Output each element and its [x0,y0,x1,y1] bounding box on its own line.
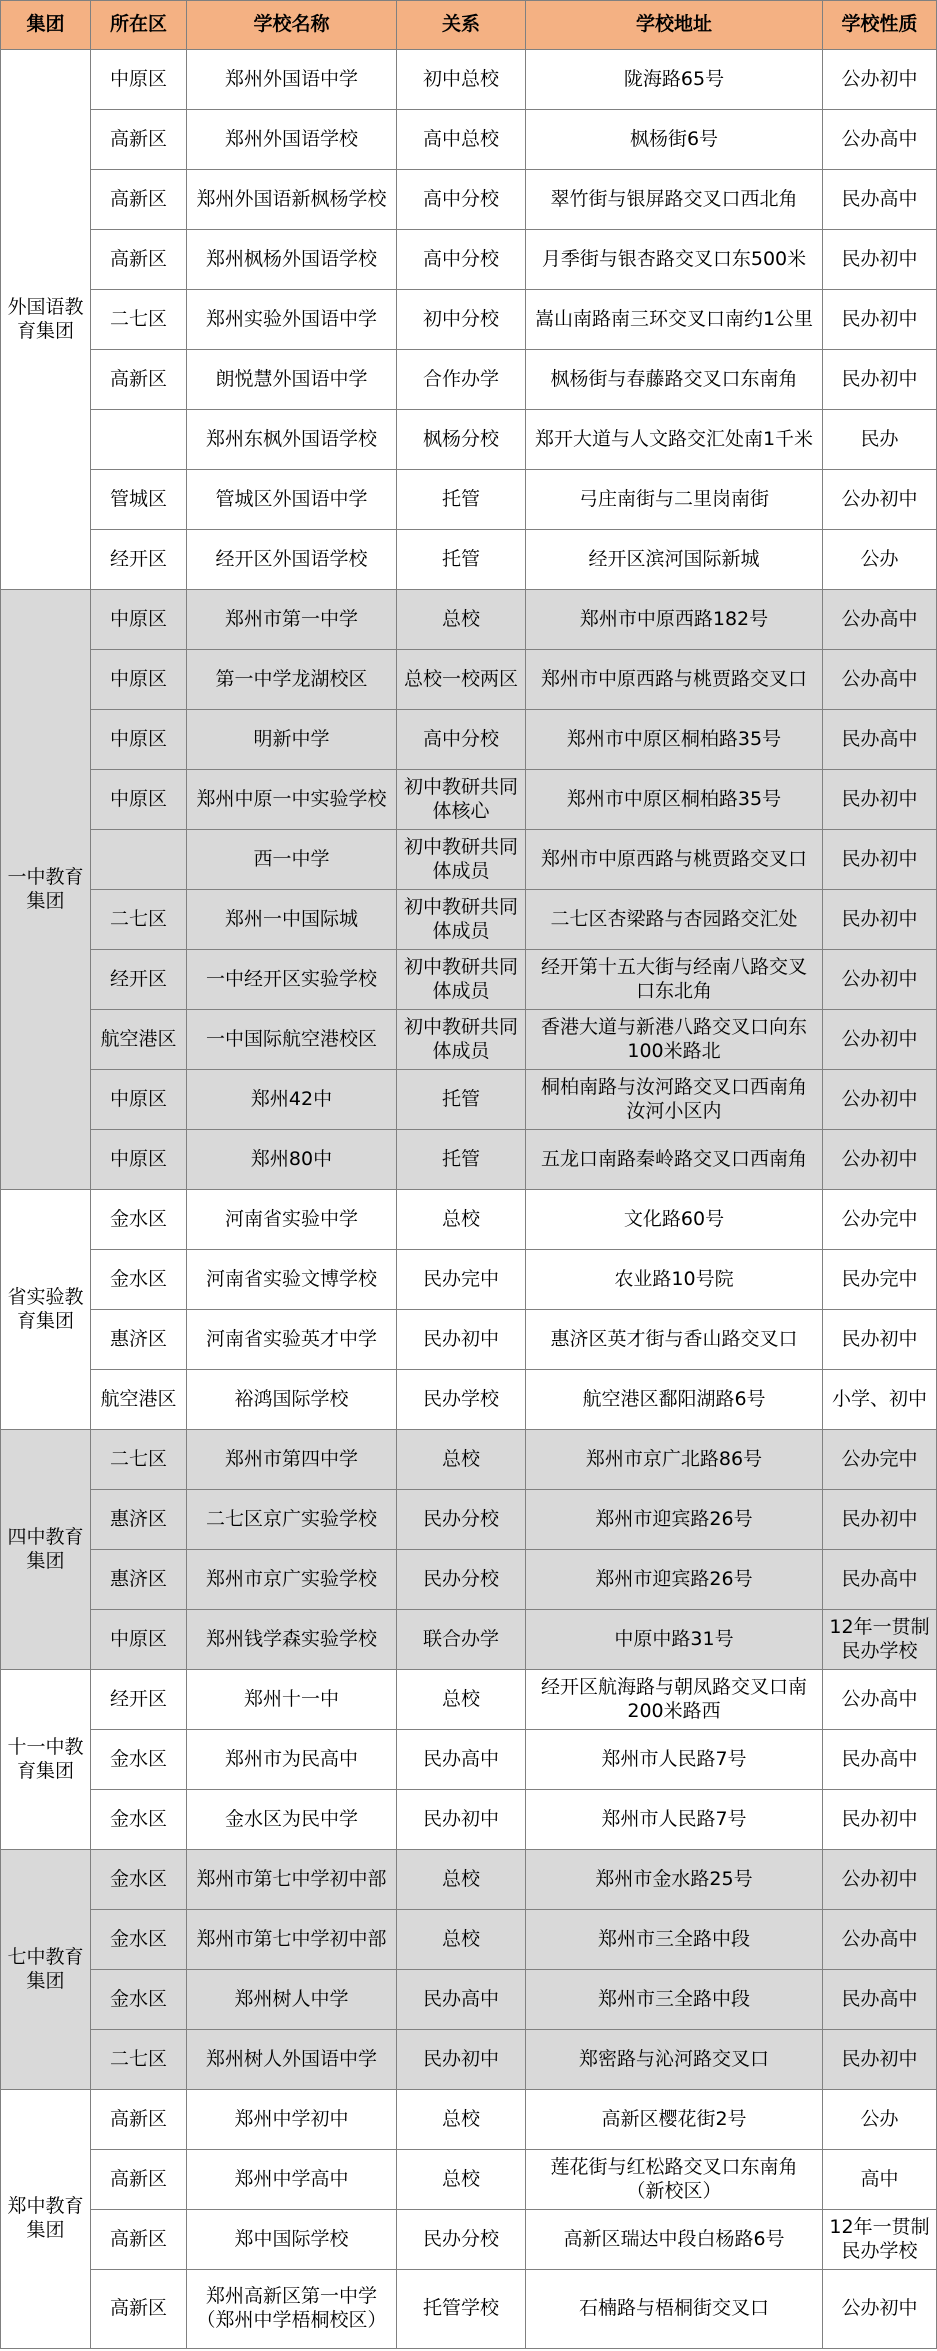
relation-cell: 初中教研共同体核心 [397,770,526,830]
district-cell: 二七区 [91,290,187,350]
address-cell: 高新区樱花街2号 [526,2090,823,2150]
relation-cell: 初中教研共同体成员 [397,890,526,950]
district-cell: 金水区 [91,1850,187,1910]
relation-cell: 总校 [397,2150,526,2210]
district-cell: 中原区 [91,50,187,110]
school-name-cell: 郑州市第七中学初中部 [187,1910,397,1970]
school-type-cell: 民办高中 [823,1970,937,2030]
group-name-cell: 省实验教育集团 [1,1190,91,1430]
relation-cell: 总校 [397,590,526,650]
school-name-cell: 郑州外国语学校 [187,110,397,170]
relation-cell: 总校 [397,1430,526,1490]
school-name-cell: 郑州高新区第一中学（郑州中学梧桐校区） [187,2270,397,2349]
relation-cell: 初中总校 [397,50,526,110]
address-cell: 郑州市中原西路与桃贾路交叉口 [526,650,823,710]
relation-cell: 民办学校 [397,1370,526,1430]
address-cell: 石楠路与梧桐街交叉口 [526,2270,823,2349]
school-type-cell: 高中 [823,2150,937,2210]
address-cell: 弓庄南街与二里岗南街 [526,470,823,530]
table-row [1,1490,937,1550]
group-name-cell: 十一中教育集团 [1,1670,91,1850]
district-cell: 高新区 [91,230,187,290]
table-row [1,2150,937,2210]
school-name-cell: 郑州中学初中 [187,2090,397,2150]
relation-cell: 总校 [397,1190,526,1250]
address-cell: 郑密路与沁河路交叉口 [526,2030,823,2090]
relation-cell: 联合办学 [397,1610,526,1670]
school-type-cell: 公办初中 [823,2270,937,2349]
relation-cell: 合作办学 [397,350,526,410]
column-header-school-name: 学校名称 [187,1,397,50]
school-type-cell: 公办高中 [823,1910,937,1970]
address-cell: 郑州市人民路7号 [526,1790,823,1850]
district-cell: 惠济区 [91,1550,187,1610]
district-cell: 金水区 [91,1250,187,1310]
district-cell: 中原区 [91,1610,187,1670]
table-row [1,230,937,290]
relation-cell: 初中分校 [397,290,526,350]
address-cell: 郑开大道与人文路交汇处南1千米 [526,410,823,470]
table-row [1,1310,937,1370]
table-row [1,1970,937,2030]
address-cell: 高新区瑞达中段白杨路6号 [526,2210,823,2270]
school-type-cell: 民办初中 [823,1310,937,1370]
school-name-cell: 郑州市第一中学 [187,590,397,650]
school-type-cell: 民办初中 [823,350,937,410]
relation-cell: 总校 [397,1910,526,1970]
district-cell [91,830,187,890]
school-type-cell: 12年一贯制民办学校 [823,1610,937,1670]
table-body [1,50,937,2349]
school-name-cell: 管城区外国语中学 [187,470,397,530]
district-cell: 高新区 [91,2150,187,2210]
school-name-cell: 河南省实验文博学校 [187,1250,397,1310]
address-cell: 郑州市三全路中段 [526,1970,823,2030]
table-row [1,1910,937,1970]
table-row [1,890,937,950]
column-header-relation: 关系 [397,1,526,50]
address-cell: 枫杨街6号 [526,110,823,170]
school-type-cell: 公办完中 [823,1190,937,1250]
address-cell: 郑州市金水路25号 [526,1850,823,1910]
address-cell: 陇海路65号 [526,50,823,110]
district-cell: 经开区 [91,530,187,590]
address-cell: 郑州市三全路中段 [526,1910,823,1970]
school-name-cell: 郑州实验外国语中学 [187,290,397,350]
school-type-cell: 公办高中 [823,650,937,710]
address-cell: 文化路60号 [526,1190,823,1250]
table-row [1,650,937,710]
district-cell: 航空港区 [91,1010,187,1070]
school-type-cell: 公办初中 [823,1130,937,1190]
school-type-cell: 公办初中 [823,470,937,530]
table-row [1,1610,937,1670]
relation-cell: 总校 [397,1670,526,1730]
school-type-cell: 公办初中 [823,1850,937,1910]
school-name-cell: 郑州一中国际城 [187,890,397,950]
district-cell: 中原区 [91,1070,187,1130]
school-name-cell: 郑州十一中 [187,1670,397,1730]
school-name-cell: 郑州中学高中 [187,2150,397,2210]
table-row [1,1130,937,1190]
relation-cell: 民办分校 [397,1490,526,1550]
school-name-cell: 郑州中原一中实验学校 [187,770,397,830]
address-cell: 郑州市中原区桐柏路35号 [526,710,823,770]
school-name-cell: 河南省实验英才中学 [187,1310,397,1370]
address-cell: 郑州市京广北路86号 [526,1430,823,1490]
school-name-cell: 郑州市为民高中 [187,1730,397,1790]
table-row [1,1730,937,1790]
relation-cell: 托管 [397,1130,526,1190]
school-type-cell: 民办初中 [823,770,937,830]
table-row [1,530,937,590]
table-row [1,1670,937,1730]
table-row [1,770,937,830]
relation-cell: 总校 [397,2090,526,2150]
table-row [1,710,937,770]
school-name-cell: 郑州钱学森实验学校 [187,1610,397,1670]
school-name-cell: 郑州80中 [187,1130,397,1190]
school-type-cell: 12年一贯制民办学校 [823,2210,937,2270]
address-cell: 经开第十五大街与经南八路交叉口东北角 [526,950,823,1010]
district-cell: 航空港区 [91,1370,187,1430]
table-row [1,830,937,890]
school-type-cell: 民办初中 [823,290,937,350]
school-type-cell: 公办完中 [823,1430,937,1490]
district-cell: 高新区 [91,110,187,170]
district-cell: 惠济区 [91,1310,187,1370]
relation-cell: 枫杨分校 [397,410,526,470]
relation-cell: 民办分校 [397,1550,526,1610]
table-row [1,1850,937,1910]
relation-cell: 民办高中 [397,1730,526,1790]
district-cell: 二七区 [91,2030,187,2090]
district-cell: 金水区 [91,1910,187,1970]
school-name-cell: 经开区外国语学校 [187,530,397,590]
district-cell: 中原区 [91,650,187,710]
relation-cell: 民办初中 [397,1790,526,1850]
relation-cell: 高中分校 [397,230,526,290]
school-type-cell: 民办高中 [823,1550,937,1610]
school-name-cell: 一中国际航空港校区 [187,1010,397,1070]
column-header-school-type: 学校性质 [823,1,937,50]
address-cell: 农业路10号院 [526,1250,823,1310]
address-cell: 翠竹街与银屏路交叉口西北角 [526,170,823,230]
school-type-cell: 小学、初中 [823,1370,937,1430]
relation-cell: 民办初中 [397,2030,526,2090]
group-name-cell: 七中教育集团 [1,1850,91,2090]
group-name-cell: 外国语教育集团 [1,50,91,590]
table-row [1,2210,937,2270]
school-type-cell: 民办 [823,410,937,470]
school-name-cell: 郑州市第七中学初中部 [187,1850,397,1910]
school-type-cell: 民办初中 [823,2030,937,2090]
school-name-cell: 西一中学 [187,830,397,890]
address-cell: 桐柏南路与汝河路交叉口西南角汝河小区内 [526,1070,823,1130]
table-row [1,2270,937,2349]
relation-cell: 民办初中 [397,1310,526,1370]
address-cell: 郑州市迎宾路26号 [526,1550,823,1610]
table-row [1,350,937,410]
relation-cell: 总校 [397,1850,526,1910]
group-name-cell: 郑中教育集团 [1,2090,91,2349]
district-cell: 二七区 [91,1430,187,1490]
table-row [1,1010,937,1070]
table-row [1,590,937,650]
school-name-cell: 河南省实验中学 [187,1190,397,1250]
relation-cell: 民办分校 [397,2210,526,2270]
school-type-cell: 公办初中 [823,1070,937,1130]
address-cell: 二七区杏梁路与杏园路交汇处 [526,890,823,950]
school-type-cell: 公办 [823,2090,937,2150]
address-cell: 郑州市中原西路182号 [526,590,823,650]
school-name-cell: 一中经开区实验学校 [187,950,397,1010]
school-name-cell: 第一中学龙湖校区 [187,650,397,710]
address-cell: 枫杨街与春藤路交叉口东南角 [526,350,823,410]
school-name-cell: 郑州树人外国语中学 [187,2030,397,2090]
school-type-cell: 民办初中 [823,830,937,890]
district-cell: 金水区 [91,1190,187,1250]
district-cell: 高新区 [91,2090,187,2150]
school-type-cell: 公办初中 [823,950,937,1010]
relation-cell: 高中分校 [397,710,526,770]
table-row [1,950,937,1010]
address-cell: 香港大道与新港八路交叉口向东100米路北 [526,1010,823,1070]
district-cell: 高新区 [91,2210,187,2270]
relation-cell: 民办完中 [397,1250,526,1310]
district-cell: 惠济区 [91,1490,187,1550]
relation-cell: 民办高中 [397,1970,526,2030]
relation-cell: 托管 [397,1070,526,1130]
address-cell: 航空港区鄱阳湖路6号 [526,1370,823,1430]
school-name-cell: 二七区京广实验学校 [187,1490,397,1550]
school-type-cell: 公办初中 [823,50,937,110]
district-cell: 金水区 [91,1970,187,2030]
relation-cell: 初中教研共同体成员 [397,830,526,890]
school-name-cell: 郑州外国语新枫杨学校 [187,170,397,230]
district-cell: 中原区 [91,590,187,650]
district-cell: 中原区 [91,710,187,770]
school-name-cell: 朗悦慧外国语中学 [187,350,397,410]
school-name-cell: 郑州市京广实验学校 [187,1550,397,1610]
address-cell: 莲花街与红松路交叉口东南角（新校区） [526,2150,823,2210]
relation-cell: 初中教研共同体成员 [397,1010,526,1070]
school-name-cell: 金水区为民中学 [187,1790,397,1850]
school-name-cell: 郑州东枫外国语学校 [187,410,397,470]
header-row [1,1,937,50]
school-name-cell: 郑州外国语中学 [187,50,397,110]
address-cell: 中原中路31号 [526,1610,823,1670]
relation-cell: 高中分校 [397,170,526,230]
group-name-cell: 四中教育集团 [1,1430,91,1670]
district-cell: 金水区 [91,1730,187,1790]
district-cell: 高新区 [91,350,187,410]
school-name-cell: 明新中学 [187,710,397,770]
table-row [1,170,937,230]
address-cell: 月季街与银杏路交叉口东500米 [526,230,823,290]
address-cell: 郑州市迎宾路26号 [526,1490,823,1550]
table-row [1,110,937,170]
school-type-cell: 民办高中 [823,710,937,770]
school-name-cell: 郑州树人中学 [187,1970,397,2030]
table-row [1,2030,937,2090]
relation-cell: 托管 [397,530,526,590]
table-row [1,290,937,350]
school-type-cell: 民办初中 [823,890,937,950]
column-header-group: 集团 [1,1,91,50]
relation-cell: 总校一校两区 [397,650,526,710]
school-type-cell: 民办高中 [823,170,937,230]
school-name-cell: 裕鸿国际学校 [187,1370,397,1430]
address-cell: 五龙口南路秦岭路交叉口西南角 [526,1130,823,1190]
address-cell: 郑州市人民路7号 [526,1730,823,1790]
address-cell: 郑州市中原西路与桃贾路交叉口 [526,830,823,890]
address-cell: 郑州市中原区桐柏路35号 [526,770,823,830]
school-type-cell: 民办高中 [823,1730,937,1790]
school-name-cell: 郑州42中 [187,1070,397,1130]
school-type-cell: 公办高中 [823,110,937,170]
table-row [1,1430,937,1490]
table-row [1,1250,937,1310]
school-type-cell: 民办初中 [823,230,937,290]
relation-cell: 初中教研共同体成员 [397,950,526,1010]
table-row [1,1190,937,1250]
school-type-cell: 公办初中 [823,1010,937,1070]
school-type-cell: 公办高中 [823,1670,937,1730]
column-header-address: 学校地址 [526,1,823,50]
table-row [1,2090,937,2150]
address-cell: 惠济区英才街与香山路交叉口 [526,1310,823,1370]
group-name-cell: 一中教育集团 [1,590,91,1190]
table-header [1,1,937,50]
table-row [1,50,937,110]
district-cell: 高新区 [91,170,187,230]
district-cell: 中原区 [91,770,187,830]
table-row [1,1070,937,1130]
school-name-cell: 郑州枫杨外国语学校 [187,230,397,290]
district-cell: 经开区 [91,1670,187,1730]
district-cell: 高新区 [91,2270,187,2349]
school-type-cell: 民办初中 [823,1790,937,1850]
address-cell: 经开区航海路与朝凤路交叉口南200米路西 [526,1670,823,1730]
relation-cell: 高中总校 [397,110,526,170]
district-cell: 中原区 [91,1130,187,1190]
district-cell: 金水区 [91,1790,187,1850]
district-cell: 二七区 [91,890,187,950]
table-row [1,470,937,530]
district-cell: 管城区 [91,470,187,530]
school-name-cell: 郑中国际学校 [187,2210,397,2270]
school-type-cell: 公办高中 [823,590,937,650]
school-type-cell: 公办 [823,530,937,590]
school-name-cell: 郑州市第四中学 [187,1430,397,1490]
address-cell: 经开区滨河国际新城 [526,530,823,590]
district-cell: 经开区 [91,950,187,1010]
address-cell: 嵩山南路南三环交叉口南约1公里 [526,290,823,350]
table-row [1,410,937,470]
table-row [1,1550,937,1610]
relation-cell: 托管 [397,470,526,530]
district-cell [91,410,187,470]
school-type-cell: 民办初中 [823,1490,937,1550]
table-row [1,1790,937,1850]
relation-cell: 托管学校 [397,2270,526,2349]
school-type-cell: 民办完中 [823,1250,937,1310]
table-row [1,1370,937,1430]
column-header-district: 所在区 [91,1,187,50]
